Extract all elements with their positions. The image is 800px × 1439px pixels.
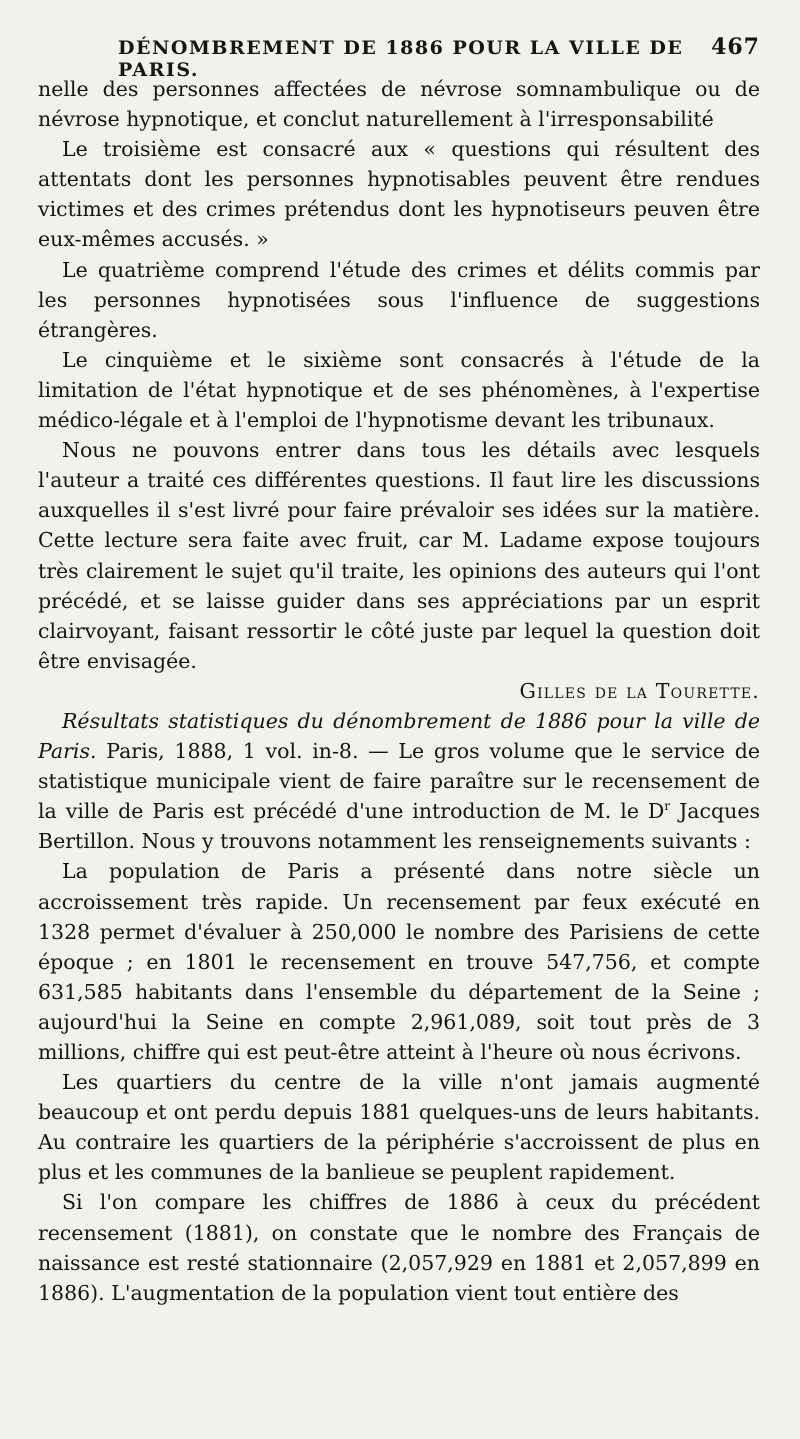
doctor-abbrev-superscript: r <box>664 799 671 814</box>
paragraph: Nous ne pouvons entrer dans tous les détails avec lesquels l'auteur a traité ces différentes questions. Il faut lire les discussions auxquelles il s'est livré pour faire prévaloir ses idées sur la matière. Cette lecture sera faite avec fruit, car M. Ladame expose toujours très clairement le sujet qu'il traite, les opinions des auteurs qui l'ont précédé, et se laisse guider dans ses appréciations par un esprit clairvoyant, faisant ressortir le côté juste par lequel la question doit être envisagée. <box>38 438 760 673</box>
paragraph: Les quartiers du centre de la ville n'ont jamais augmenté beaucoup et ont perdu depuis 1881 quelques-uns de leurs habitants. Au contraire les quartiers de la périphérie s'accroissent de plus en plus et les communes de la banlieue se peuplent rapidement. <box>38 1070 760 1185</box>
paragraph: Le quatrième comprend l'étude des crimes et délits commis par les personnes hypnotisées sous l'influence de suggestions étrangères. <box>38 257 760 342</box>
running-title: DÉNOMBREMENT DE 1886 POUR LA VILLE DE PARIS. <box>118 37 684 81</box>
review-signature: Gilles de la Tourette. <box>519 678 760 703</box>
paragraph: Le troisième est consacré aux « questions qui résultent des attentats dont les personnes hypnotisables peuvent être rendues victimes et des crimes prétendus dont les hypnotiseurs peuven être eux-mêmes accusés. » <box>38 137 760 252</box>
book-details: Paris, 1888, 1 vol. in-8. — Le gros volume que le service de statistique municipale vient de faire paraître sur le recensement de la ville de Paris est précédé d'une introduction de M. le D <box>38 739 760 824</box>
paragraph: Le cinquième et le sixième sont consacrés à l'étude de la limitation de l'état hypnotique et de ses phénomènes, à l'expertise médico-légale et à l'emploi de l'hypnotisme devant les tribunaux. <box>38 347 760 433</box>
running-header <box>118 34 760 81</box>
page-number: 467 <box>711 34 760 60</box>
book-title: Résultats statistiques du dénombrement de 1886 pour la ville de Paris. <box>38 708 760 764</box>
intro-ending: Jacques Bertillon. Nous y trouvons notamment les renseignements suivants : <box>38 799 760 854</box>
paragraph: Si l'on compare les chiffres de 1886 à ceux du précédent recensement (1881), on constate que le nombre des Français de naissance est resté stationnaire (2,057,929 en 1881 et 2,057,899 en 1886). L'augmentation de la population vient tout entière des <box>38 1190 760 1305</box>
review-intro-paragraph <box>38 706 760 856</box>
paragraph: La population de Paris a présenté dans notre siècle un accroissement très rapide. Un recensement par feux exécuté en 1328 permet d'évaluer à 250,000 le nombre des Parisiens de cette époque ; en 1801 le recensement en trouve 547,756, et compte 631,585 habitants dans l'ensemble du département de la Seine ; aujourd'hui la Seine en compte 2,961,089, soit tout près de 3 millions, chiffre qui est peut-être atteint à l'heure où nous écrivons. <box>38 859 760 1064</box>
paragraph: nelle des personnes affectées de névrose somnambulique ou de névrose hypnotique, et conclut naturellement à l'irresponsabilité <box>38 77 760 132</box>
body-text <box>38 74 760 1308</box>
